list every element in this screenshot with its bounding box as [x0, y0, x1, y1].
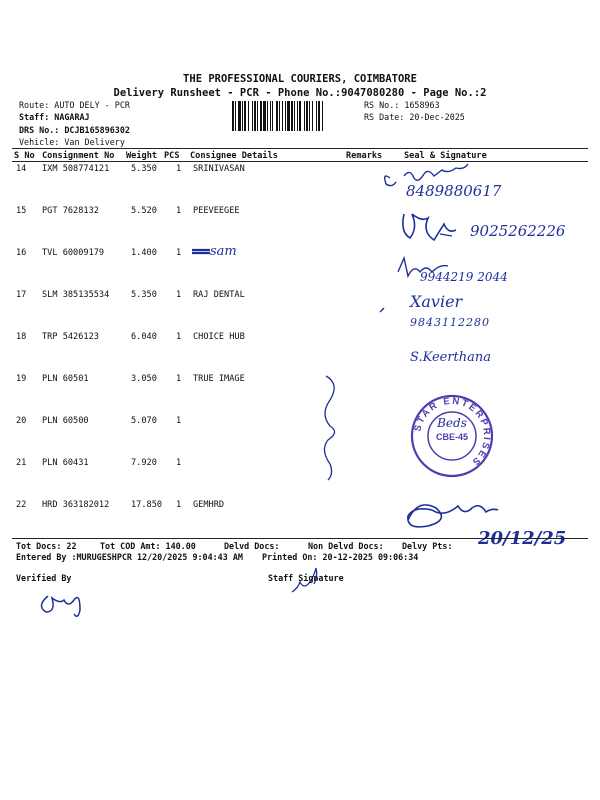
- row-weight: 3.050: [131, 374, 157, 384]
- row-consignee: GEMHRD: [193, 500, 225, 510]
- staff-label: Staff: NAGARAJ: [19, 112, 90, 122]
- company-seal-stamp: [410, 394, 494, 478]
- row-pcs: 1: [176, 500, 182, 510]
- stamp-ring-text: STAR ENTERPRISES: [412, 395, 493, 469]
- row-weight: 5.520: [131, 206, 157, 216]
- row-sno: 16: [16, 248, 27, 258]
- entered-by: Entered By :MURUGESHPCR 12/20/2025 9:04:43 AM: [16, 552, 243, 562]
- handwritten-phone-row14: 8489880617: [406, 182, 502, 200]
- printed-on: Printed On: 20-12-2025 09:06:34: [262, 552, 419, 562]
- handwritten-name-row18: S.Keerthana: [410, 350, 492, 365]
- row-sno: 19: [16, 374, 27, 384]
- row-weight: 6.040: [131, 332, 157, 342]
- row-consignee: SRINIVASAN: [193, 164, 245, 174]
- row-weight: 1.400: [131, 248, 157, 258]
- row-consignee: PEEVEEGEE: [193, 206, 240, 216]
- footer-top-rule: [12, 538, 588, 539]
- row-consignment: PLN 60501: [42, 374, 89, 384]
- total-docs: Tot Docs: 22: [16, 541, 77, 551]
- col-weight: Weight: [126, 151, 158, 161]
- row-pcs: 1: [176, 248, 182, 258]
- row-consignment: TRP 5426123: [42, 332, 99, 342]
- row-sno: 21: [16, 458, 27, 468]
- row-consignment: PLN 60500: [42, 416, 89, 426]
- company-title: THE PROFESSIONAL COURIERS, COIMBATORE: [183, 73, 417, 85]
- col-consignment: Consignment No: [42, 151, 115, 161]
- route-label: Route: AUTO DELY - PCR: [19, 100, 130, 110]
- row-consignment: TVL 60009179: [42, 248, 105, 258]
- row-consignment: HRD 363182012: [42, 500, 110, 510]
- row-consignee: RAJ DENTAL: [193, 290, 245, 300]
- signature-row15-dash: [440, 234, 452, 236]
- row-pcs: 1: [176, 206, 182, 216]
- row-weight: 5.350: [131, 164, 157, 174]
- row-pcs: 1: [176, 332, 182, 342]
- total-cod-amount: Tot COD Amt: 140.00: [100, 541, 196, 551]
- row-sno: 17: [16, 290, 27, 300]
- handwritten-name-row17: Xavier: [410, 292, 463, 311]
- row-consignment: IXM 508774121: [42, 164, 110, 174]
- row-sno: 15: [16, 206, 27, 216]
- rs-number: RS No.: 1658963: [364, 100, 440, 110]
- strikeout-row16: [192, 250, 210, 253]
- vehicle-label: Vehicle: Van Delivery: [19, 137, 125, 147]
- row-consignment: SLM 385135534: [42, 290, 110, 300]
- row-weight: 5.350: [131, 290, 157, 300]
- drs-number: DRS No.: DCJB165896302: [19, 125, 130, 135]
- handwritten-date-row22: 20/12/25: [478, 528, 567, 549]
- row-sno: 20: [16, 416, 27, 426]
- bracket-scribble: [324, 376, 334, 480]
- delivery-points: Delvy Pts:: [402, 541, 453, 551]
- row-pcs: 1: [176, 458, 182, 468]
- handwritten-phone-row16: 9944219 2044: [420, 270, 508, 284]
- row-weight: 7.920: [131, 458, 157, 468]
- runsheet-subtitle: Delivery Runsheet - PCR - Phone No.:9047080280 - Page No.:2: [113, 87, 487, 99]
- handwritten-phone-row17: 9843112280: [410, 316, 490, 329]
- signature-row22: [408, 505, 498, 527]
- row-consignment: PGT 7628132: [42, 206, 99, 216]
- verified-by-label: Verified By: [16, 573, 72, 583]
- stamp-center-code: CBE-45: [435, 432, 468, 442]
- col-pcs: PCS: [164, 151, 180, 161]
- col-consignee: Consignee Details: [190, 151, 278, 161]
- signature-verified: [41, 596, 80, 616]
- non-delivered-docs: Non Delvd Docs:: [308, 541, 384, 551]
- row-sno: 18: [16, 332, 27, 342]
- signature-row15: [403, 214, 456, 240]
- handwritten-phone-row15: 9025262226: [470, 222, 566, 240]
- row-consignment: PLN 60431: [42, 458, 89, 468]
- handwritten-name-row16: sam: [210, 244, 237, 259]
- row-weight: 17.850: [131, 500, 163, 510]
- row-pcs: 1: [176, 374, 182, 384]
- col-seal-signature: Seal & Signature: [404, 151, 487, 161]
- col-sno: S No: [14, 151, 35, 161]
- row-sno: 14: [16, 164, 27, 174]
- row-consignee: CHOICE HUB: [193, 332, 245, 342]
- row-weight: 5.070: [131, 416, 157, 426]
- stamp-center-signature: Beds: [437, 416, 467, 430]
- row-pcs: 1: [176, 416, 182, 426]
- col-remarks: Remarks: [346, 151, 383, 161]
- rs-date: RS Date: 20-Dec-2025: [364, 112, 465, 122]
- tick-row17: [380, 308, 384, 312]
- staff-signature-label: Staff Signature: [268, 573, 344, 583]
- row-consignee: TRUE IMAGE: [193, 374, 245, 384]
- row-pcs: 1: [176, 290, 182, 300]
- row-pcs: 1: [176, 164, 182, 174]
- row-sno: 22: [16, 500, 27, 510]
- delivered-docs: Delvd Docs:: [224, 541, 280, 551]
